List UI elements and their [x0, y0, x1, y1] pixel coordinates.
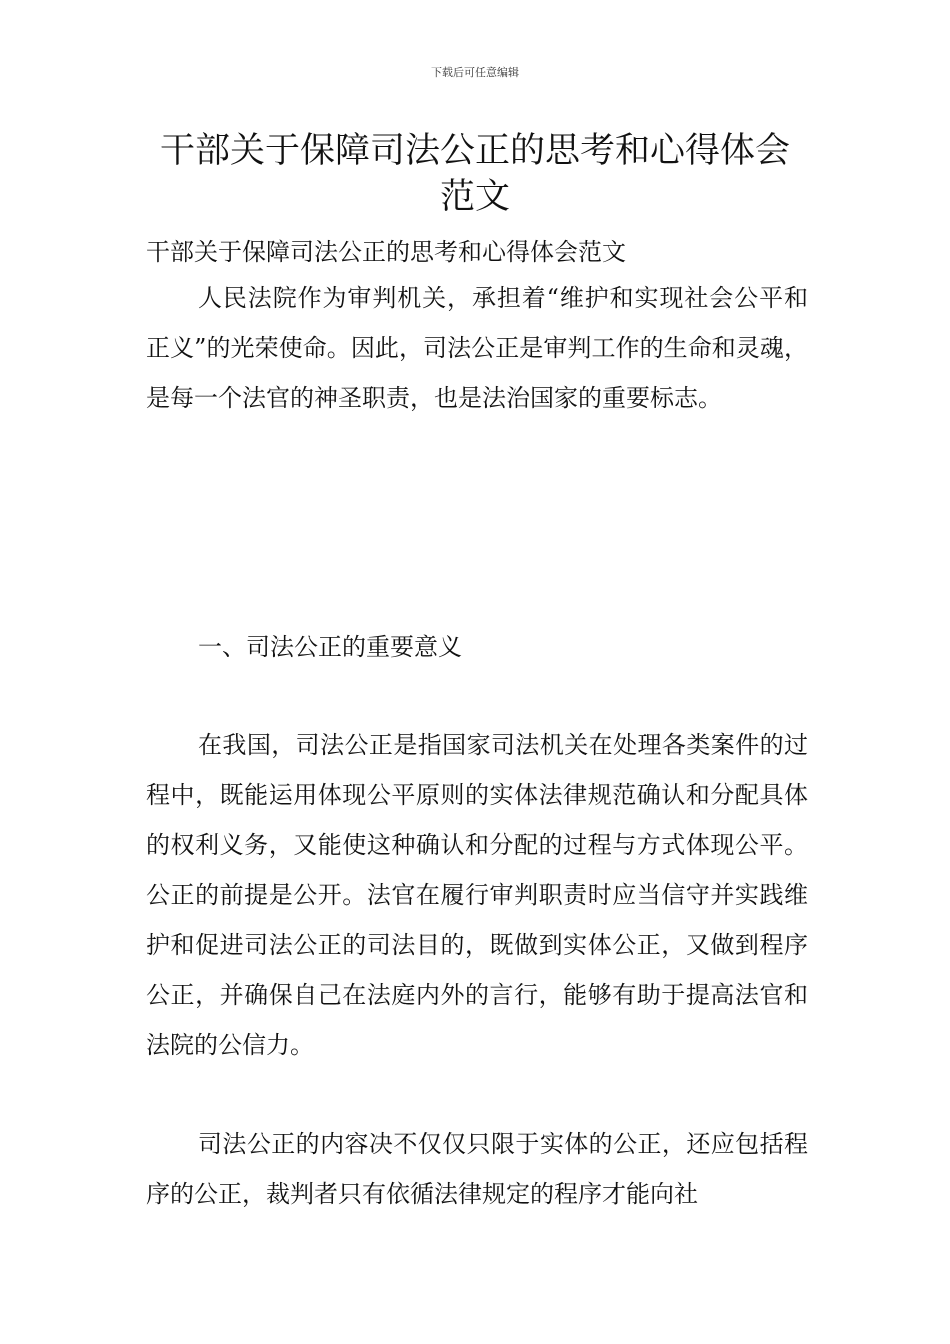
document-subtitle: 干部关于保障司法公正的思考和心得体会范文	[146, 238, 626, 266]
document-title	[120, 128, 830, 220]
title-line-1: 干部关于保障司法公正的思考和心得体会	[159, 131, 790, 171]
header-note: 下载后可任意编辑	[431, 66, 519, 79]
paragraph-content: 司法公正的内容决不仅仅只限于实体的公正，还应包括程序的公正，裁判者只有依循法律规定的程序才能向社	[146, 1130, 808, 1208]
section-heading: 一、司法公正的重要意义	[198, 633, 462, 661]
title-line-2: 范文	[439, 177, 510, 217]
paragraph-intro: 人民法院作为审判机关，承担着“维护和实现社会公平和正义”的光荣使命。因此，司法公正是审判工作的生命和灵魂，是每一个法官的神圣职责，也是法治国家的重要标志。	[146, 284, 808, 412]
paragraph-definition: 在我国，司法公正是指国家司法机关在处理各类案件的过程中，既能运用体现公平原则的实体法律规范确认和分配具体的权利义务，又能使这种确认和分配的过程与方式体现公平。公正的前提是公开。法官在履行审判职责时应当信守并实践维护和促进司法公正的司法目的，既做到实体公正，又做到程序公正，并确保自己在法庭内外的言行，能够有助于提高法官和法院的公信力。	[146, 731, 808, 1059]
